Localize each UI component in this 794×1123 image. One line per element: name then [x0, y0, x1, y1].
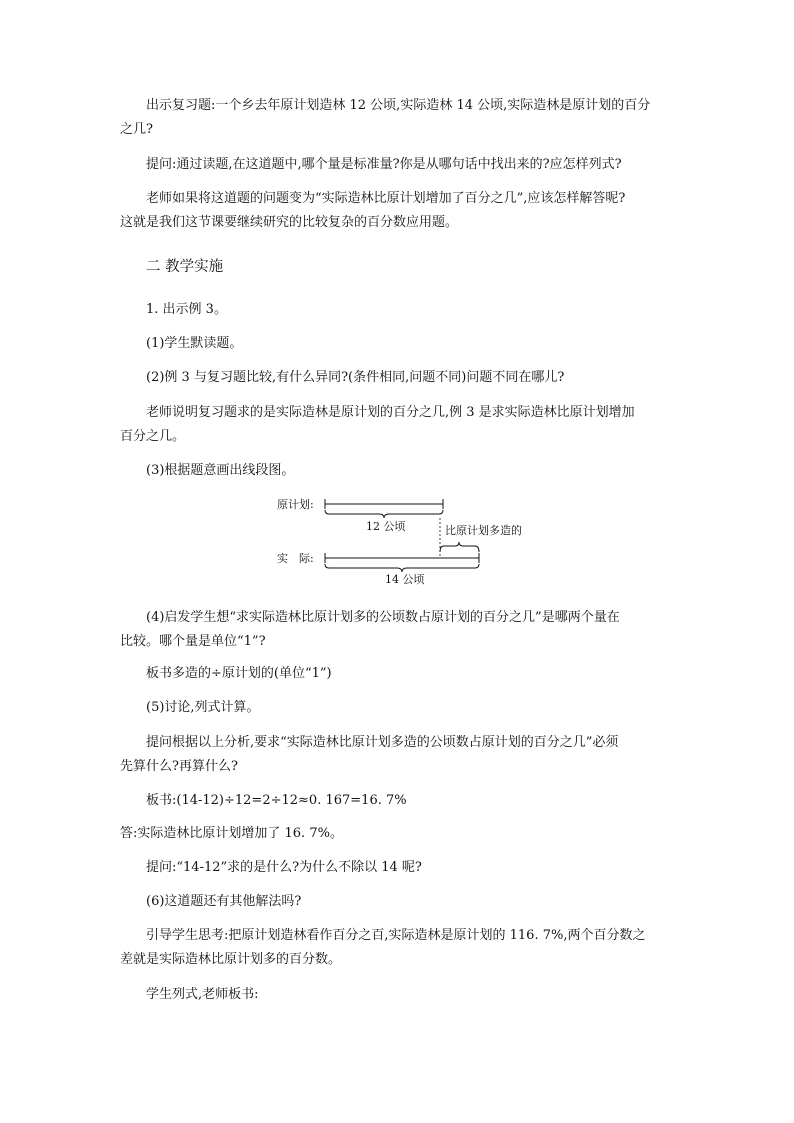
guidance-paragraph-cont: 差就是实际造林比原计划多的百分数。 [120, 952, 342, 967]
actual-value: 14 公顷 [385, 573, 425, 586]
follow-up-question: 提问:“14-12”求的是什么?为什么不除以 14 呢? [146, 860, 422, 875]
section-heading: 二 教学实施 [146, 259, 224, 275]
plan-brace [325, 510, 443, 518]
question-paragraph: 提问:通过读题,在这道题中,哪个量是标准量?你是从哪句话中找出来的?应怎样列式? [146, 157, 622, 172]
intro-paragraph-1: 出示复习题:一个乡去年原计划造林 12 公顷,实际造林 14 公顷,实际造林是原计划的百分 [146, 98, 651, 113]
extra-brace [440, 542, 479, 552]
transition-paragraph: 老师如果将这道题的问题变为“实际造林比原计划增加了百分之几”,应该怎样解答呢? [146, 191, 626, 206]
step-6: (6)这道题还有其他解法吗? [146, 894, 302, 909]
transition-paragraph-cont: 这就是我们这节课要继续研究的比较复杂的百分数应用题。 [120, 215, 459, 230]
board-note-1: 板书多造的÷原计划的(单位“1”) [146, 666, 332, 681]
guidance-paragraph: 引导学生思考:把原计划造林看作百分之百,实际造林是原计划的 116. 7%,两个百分数之 [146, 928, 646, 943]
actual-brace [325, 564, 479, 572]
student-work-line: 学生列式,老师板书: [146, 987, 259, 1002]
step-1: (1)学生默读题。 [146, 336, 243, 351]
example-title: 1. 出示例 3。 [146, 302, 227, 317]
step-5: (5)讨论,列式计算。 [146, 700, 260, 715]
teacher-explanation: 老师说明复习题求的是实际造林是原计划的百分之几,例 3 是求实际造林比原计划增加 [146, 405, 635, 420]
line-segment-diagram [275, 490, 535, 586]
board-calculation: 板书:(14-12)÷12=2÷12≈0. 167=16. 7% [146, 793, 407, 808]
teacher-explanation-cont: 百分之几。 [120, 429, 186, 444]
answer-line: 答:实际造林比原计划增加了 16. 7%。 [120, 826, 343, 841]
step-4-cont: 比较。哪个量是单位“1”? [120, 634, 266, 649]
step-2: (2)例 3 与复习题比较,有什么异同?(条件相同,问题不同)问题不同在哪儿? [146, 370, 565, 385]
analysis-question: 提问根据以上分析,要求“实际造林比原计划多造的公顷数占原计划的百分之几”必须 [146, 735, 619, 750]
extra-label: 比原计划多造的 [445, 524, 522, 537]
step-3: (3)根据题意画出线段图。 [146, 463, 295, 478]
plan-label: 原计划: [277, 498, 314, 511]
actual-label: 实 际: [277, 552, 314, 565]
intro-paragraph-1-cont: 之几? [120, 122, 153, 137]
plan-value: 12 公顷 [366, 520, 406, 533]
step-4: (4)启发学生想“求实际造林比原计划多的公顷数占原计划的百分之几”是哪两个量在 [146, 610, 620, 625]
analysis-question-cont: 先算什么?再算什么? [120, 759, 238, 774]
